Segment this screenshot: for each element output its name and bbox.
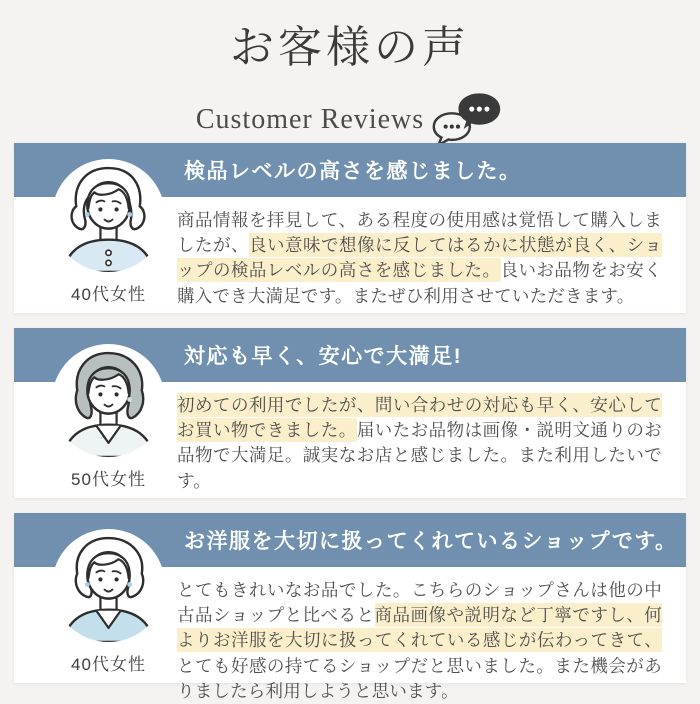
avatar-woman-50s-icon xyxy=(52,344,165,457)
review-text-highlight: 良い意味で想像に反してはるかに状態が良く、ショップの検品レベルの高さを感じました。 xyxy=(177,235,662,281)
avatar-woman-40s-icon xyxy=(52,159,165,272)
review-text-segment: 届いたお品物は画像・説明文通りのお品物で大満足。誠実なお店と感じました。また利用したいです。 xyxy=(177,420,662,491)
review-heading: 対応も早く、安心で大満足! xyxy=(184,345,463,368)
reviews-list xyxy=(0,143,700,701)
review-text-segment: とても好感の持てるショップだと思いました。また機会がありましたら利用しようと思います。 xyxy=(177,655,662,701)
reviewer-label: 50代女性 xyxy=(71,470,146,489)
reviewer-label: 40代女性 xyxy=(71,285,146,304)
review-card xyxy=(14,143,686,313)
page-subtitle: Customer Reviews xyxy=(195,104,425,136)
page-header xyxy=(0,0,700,143)
chat-bubbles-icon xyxy=(430,89,504,149)
page-title: お客様の声 xyxy=(230,23,470,72)
review-text-segment: 良いお品物をお安く購入でき大満足です。またぜひ利用させていただきます。 xyxy=(177,260,662,306)
review-text-highlight: 初めての利用でしたが、問い合わせの対応も早く、安心してお買い物できました。 xyxy=(177,395,662,441)
avatar-woman-40s-icon xyxy=(52,529,165,642)
review-heading: お洋服を大切に扱ってくれているショップです。 xyxy=(184,530,678,553)
review-heading: 検品レベルの高さを感じました。 xyxy=(184,160,522,183)
review-text-segment: 商品情報を拝見して、ある程度の使用感は覚悟して購入しましたが、 xyxy=(177,210,662,256)
review-text-segment: とてもきれいなお品でした。こちらのショップさんは他の中古品ショップと比べると xyxy=(177,580,662,626)
review-card xyxy=(14,328,686,498)
review-text-highlight: 商品画像や説明など丁寧ですし、何よりお洋服を大切に扱ってくれている感じが伝わってきて、 xyxy=(177,605,662,651)
reviewer-label: 40代女性 xyxy=(71,655,146,674)
review-card xyxy=(14,513,686,701)
